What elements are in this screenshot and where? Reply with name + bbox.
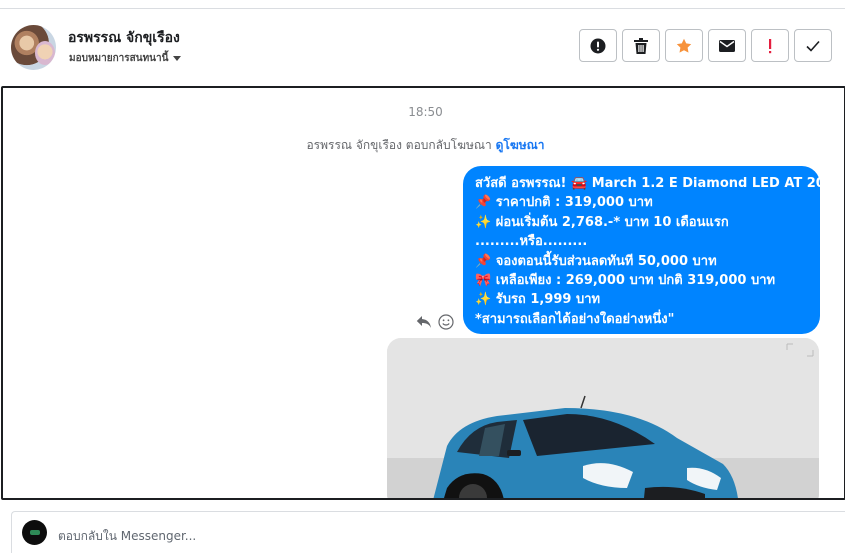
reply-icon[interactable] [416,315,432,329]
unread-button[interactable] [708,29,746,62]
ad-reply-notice [3,136,845,155]
message-line: สวัสดี อรพรรณ! 🚘 March 1.2 E Diamond LED AT 2021 [475,176,843,191]
message-line: ✨ ผ่อนเริ่มต้น 2,768.-* บาท 10 เดือนแรก [475,214,729,230]
message-thread[interactable] [1,86,845,500]
message-line: .........หรือ......... [475,234,588,250]
composer-placeholder[interactable]: ตอบกลับใน Messenger... [58,529,197,543]
blue-hatchback-car-image [387,338,819,500]
message-actions [416,314,454,330]
check-icon [806,40,820,52]
page-avatar-icon [22,520,47,545]
done-button[interactable] [794,29,832,62]
contact-name[interactable]: อรพรรณ จักขุเรือง [68,30,180,46]
message-line: 📌 ราคาปกติ : 319,000 บาท [475,195,653,211]
envelope-icon [719,40,735,52]
car-photo-attachment[interactable] [387,338,819,500]
contact-avatar[interactable] [11,25,56,70]
caret-down-icon [173,56,181,61]
assign-conversation-dropdown[interactable] [69,51,181,66]
reply-composer[interactable] [11,511,845,553]
star-icon [676,38,692,54]
spam-button[interactable] [579,29,617,62]
message-line: ✨ รับรถ 1,999 บาท [475,292,601,308]
message-line: 🎀 เหลือเพียง : 269,000 บาท ปกติ 319,000 บาท [475,273,776,289]
important-button[interactable] [751,29,789,62]
message-line: 📌 จองตอนนี้รับส่วนลดทันที 50,000 บาท [475,253,717,269]
message-line: *สามารถเลือกได้อย่างใดอย่างหนึ่ง" [475,311,675,327]
outgoing-message-bubble[interactable] [463,166,843,334]
action-toolbar [579,29,832,62]
alert-circle-icon [590,38,606,54]
conversation-header [0,8,845,86]
trash-icon [634,38,648,54]
message-timestamp: 18:50 [408,105,443,119]
assign-label: มอบหมายการสนทนานี้ [69,53,169,64]
ad-reply-text: อรพรรณ จักขุเรือง ตอบกลับโฆษณา [306,138,492,152]
exclamation-icon [767,38,773,54]
smiley-icon[interactable] [438,314,454,330]
view-ad-link[interactable]: ดูโฆษณา [495,138,545,152]
star-button[interactable] [665,29,703,62]
delete-button[interactable] [622,29,660,62]
